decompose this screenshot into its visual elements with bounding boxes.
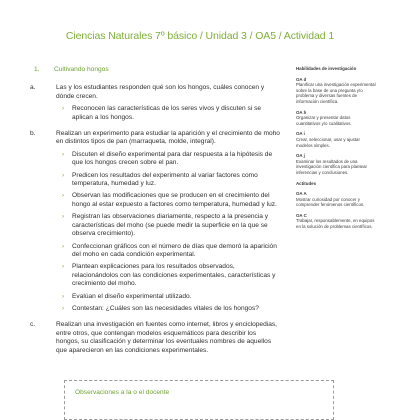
sidebar-heading: Actitudes [296,180,317,186]
sidebar-text: Planificar una investigación experimental sobre la base de una pregunta y/o problema y diversas fuentes de información científica. [296,82,376,104]
item-text: Realizan una investigación en fuentes como internet, libros y enciclopedias, entre otros, que contengan modelos esquemáticos para describir los hongos, su clasificación y determinar los eventuales nombres de aquellos que aparecieron en las condiciones experimentales. [56,321,278,354]
sidebar-block [296,213,376,230]
item-letter: c. [30,321,36,329]
sidebar-text: Trabajar, responsablemente, en equipos en la solución de problemas científicos. [296,218,375,230]
sidebar-text: Organizar y presentar datos cuantitativos y/o cualitativos. [296,115,352,126]
sidebar-text: Examinar los resultados de una investigación científica para plantear inferencias y conclusiones. [296,158,368,175]
sidebar-heading: OA j [296,153,305,159]
list-item [30,84,280,122]
sub-item-text: Evalúan el diseño experimental utilizado. [72,292,192,300]
section-number: 1. [34,66,40,73]
sub-item [56,243,280,260]
chevron-right-icon: › [62,293,64,300]
sidebar-heading: Habilidades de investigación [296,66,357,71]
sub-item [56,172,280,189]
sidebar-block [296,131,376,148]
sub-item-text: Observan las modificaciones que se producen en el crecimiento del hongo al estar expuesto a factores como temperatura, humedad y luz. [72,192,277,208]
sidebar-block [296,77,376,105]
item-letter: b. [30,130,36,138]
sidebar-block [296,191,376,208]
chevron-right-icon: › [62,106,64,113]
sidebar-heading: OA A [296,191,307,197]
chevron-right-icon: › [62,264,64,271]
item-letter: a. [30,84,36,92]
sub-item [56,263,280,288]
item-text: Las y los estudiantes responden qué son los hongos, cuáles conocen y dónde crecen. [56,84,265,100]
sub-item [56,305,280,313]
chevron-right-icon: › [62,151,64,158]
chevron-right-icon: › [62,243,64,250]
sub-item-text: Plantean explicaciones para los resultados observados, relacionándolos con las condiciones experimentales, características y crecimiento del moho. [72,263,276,288]
sub-item-text: Contestan: ¿Cuáles son las necesidades vitales de los hongos? [72,304,259,312]
list-item [30,130,280,313]
sidebar-heading: OA C [296,212,307,218]
sub-item-text: Confeccionan gráficos con el número de días que demoró la aparición del moho en cada condición experimental. [72,242,277,258]
sidebar-heading: OA d [296,76,307,82]
activity-content [30,66,280,363]
observations-label: Observaciones a la o el docente [75,389,170,396]
sub-item [56,105,280,122]
sub-item-text: Reconocen las características de los seres vivos y discuten si se aplican a los hongos. [72,105,262,121]
chevron-right-icon: › [62,172,64,179]
section-heading [34,66,280,74]
section-label: Cultivando hongos [54,66,109,73]
sidebar-heading: OA i [296,131,305,137]
sub-item [56,293,280,301]
chevron-right-icon: › [62,214,64,221]
item-text: Realizan un experimento para estudiar la aparición y el crecimiento de moho en distintos tipos de pan (marraqueta, molde, integral). [56,130,280,146]
sub-item [56,213,280,238]
sidebar-block [296,153,376,175]
items-list [30,84,280,355]
sub-item [56,151,280,168]
sub-item [56,192,280,209]
page-title: Ciencias Naturales 7º básico / Unidad 3 / OA5 / Actividad 1 [65,30,335,42]
sub-item-text: Discuten el diseño experimental para dar respuesta a la hipótesis de que los hongos crecen sobre el pan. [72,150,273,167]
sidebar-text: Crear, seleccionar, usar y ajustar modelos simples. [296,136,360,148]
sidebar-text: Mostrar curiosidad por conocer y comprender fenómenos científicos. [296,196,365,208]
sidebar-block [296,66,376,72]
sidebar-block [296,110,376,127]
sub-item-text: Predicen los resultados del experimento al variar factores como temperatura, humedad y luz. [72,171,258,188]
list-item [30,321,280,355]
observations-box [64,380,334,420]
sidebar-block [296,181,376,187]
sub-item-text: Registran las observaciones diariamente, respecto a la presencia y características del moho (se puede medir la superficie en la que se observa crecimiento). [72,213,269,238]
sidebar-skills [296,66,376,235]
chevron-right-icon: › [62,305,64,312]
sidebar-heading: OA h [296,109,307,115]
chevron-right-icon: › [62,193,64,200]
